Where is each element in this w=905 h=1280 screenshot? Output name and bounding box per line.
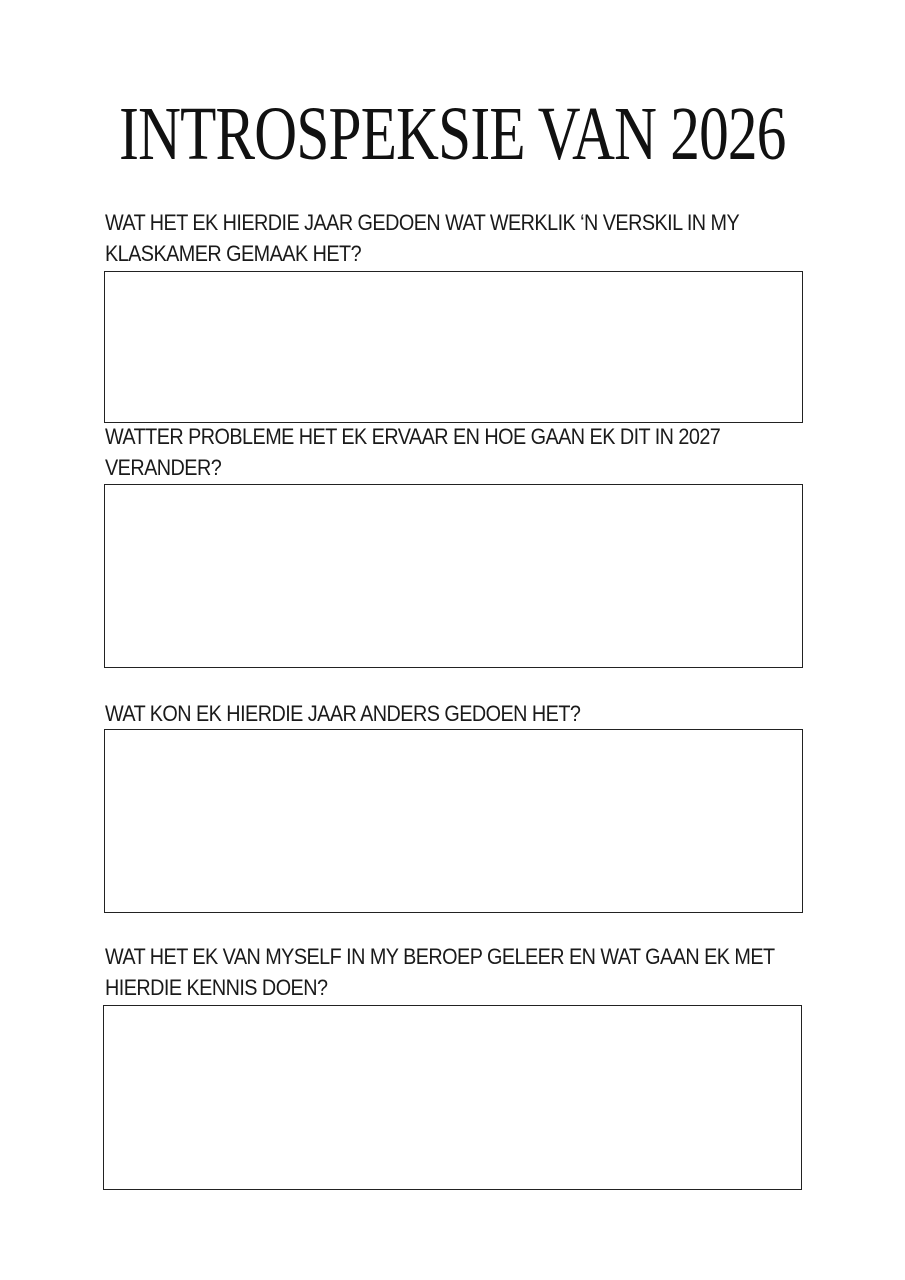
- answer-box-1[interactable]: [104, 271, 803, 423]
- answer-box-3[interactable]: [104, 729, 803, 913]
- question-2-label: WATTER PROBLEME HET EK ERVAAR EN HOE GAAN EK DIT IN 2027 VERANDER?: [105, 424, 721, 480]
- question-3-label: WAT KON EK HIERDIE JAAR ANDERS GEDOEN HET?: [105, 701, 581, 726]
- answer-box-4[interactable]: [103, 1005, 802, 1190]
- question-1-label: WAT HET EK HIERDIE JAAR GEDOEN WAT WERKLIK ‘N VERSKIL IN MY KLASKAMER GEMAAK HET?: [105, 210, 739, 266]
- question-4-label: WAT HET EK VAN MYSELF IN MY BEROEP GELEER EN WAT GAAN EK MET HIERDIE KENNIS DOEN?: [105, 944, 775, 1000]
- answer-box-2[interactable]: [104, 484, 803, 668]
- page-title: INTROSPEKSIE VAN 2026: [119, 92, 786, 176]
